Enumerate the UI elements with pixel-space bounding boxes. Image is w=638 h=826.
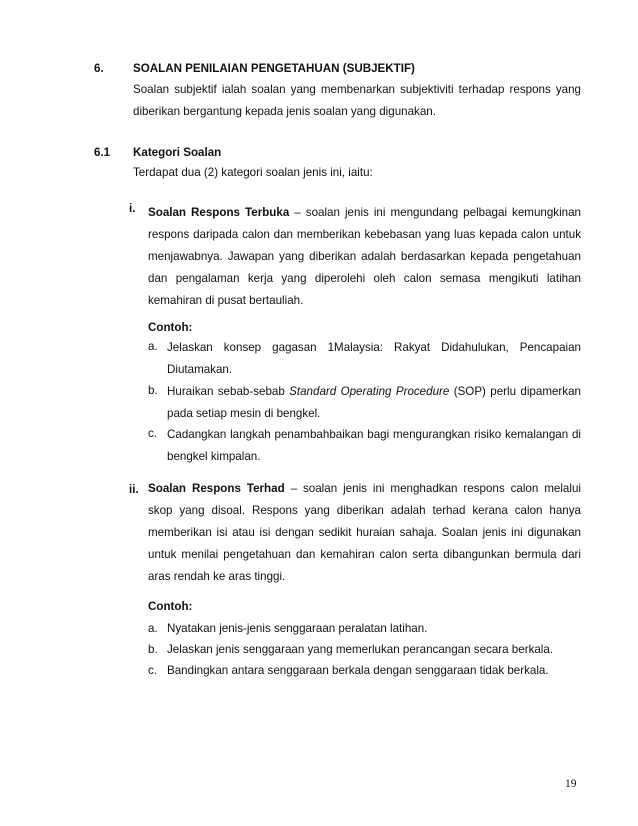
example-letter: a. — [148, 622, 158, 635]
item-numeral: i. — [129, 202, 136, 215]
page-number: 19 — [565, 778, 577, 790]
example-letter: b. — [148, 643, 158, 656]
example-item: Jelaskan jenis senggaraan yang memerlukan perancangan secara berkala. — [167, 643, 554, 656]
section-title: SOALAN PENILAIAN PENGETAHUAN (SUBJEKTIF) — [133, 62, 415, 75]
example-text: (SOP) perlu dipamerkan pada setiap mesin di bengkel. — [167, 385, 581, 420]
example-item — [167, 381, 581, 425]
item-paragraph — [148, 202, 581, 312]
item-title: Soalan Respons Terhad — [148, 482, 285, 495]
item-paragraph — [148, 478, 581, 588]
example-item: Cadangkan langkah penambahbaikan bagi mengurangkan risiko kemalangan di bengkel kimpalan. — [167, 428, 581, 463]
example-heading: Contoh: — [148, 600, 193, 613]
example-text: Huraikan sebab-sebab — [167, 385, 290, 398]
item-numeral: ii. — [129, 483, 139, 496]
section-number: 6. — [94, 62, 104, 75]
example-letter: c. — [148, 664, 158, 677]
example-text-italic: Standard Operating Procedure — [289, 385, 450, 398]
example-item: Jelaskan konsep gagasan 1Malaysia: Rakyat Didahulukan, Pencapaian Diutamakan. — [167, 341, 581, 376]
example-letter: a. — [148, 340, 158, 353]
example-item: Bandingkan antara senggaraan berkala dengan senggaraan tidak berkala. — [167, 664, 549, 677]
example-letter: b. — [148, 384, 158, 397]
section-body: Soalan subjektif ialah soalan yang membenarkan subjektiviti terhadap respons yang diberikan bergantung kepada jenis soalan yang digunakan. — [133, 83, 581, 118]
item-description: – soalan jenis ini mengundang pelbagai kemungkinan respons daripada calon dan memberikan kebebasan yang luas kepada calon untuk menjawabnya. Jawapan yang diberikan adalah berdasarkan kepada pengetahuan dan pengalaman kerja yang diperolehi oleh calon semasa mengikuti latihan kemahiran di pusat bertauliah. — [148, 206, 582, 307]
item-title: Soalan Respons Terbuka — [148, 206, 290, 219]
subsection-intro: Terdapat dua (2) kategori soalan jenis ini, iaitu: — [133, 166, 373, 179]
example-heading: Contoh: — [148, 321, 193, 334]
example-item: Nyatakan jenis-jenis senggaraan peralatan latihan. — [167, 622, 428, 635]
example-letter: c. — [148, 427, 158, 440]
subsection-title: Kategori Soalan — [133, 146, 222, 159]
item-description: – soalan jenis ini menghadkan respons calon melalui skop yang disoal. Respons yang diberikan adalah terhad kerana calon hanya memberikan isi atau isi dengan sedikit huraian sahaja. Soalan jenis ini digunakan untuk menilai pengetahuan dan kemahiran calon serta dibangunkan bermula dari aras rendah ke aras tinggi. — [148, 482, 581, 583]
subsection-number: 6.1 — [94, 146, 111, 159]
